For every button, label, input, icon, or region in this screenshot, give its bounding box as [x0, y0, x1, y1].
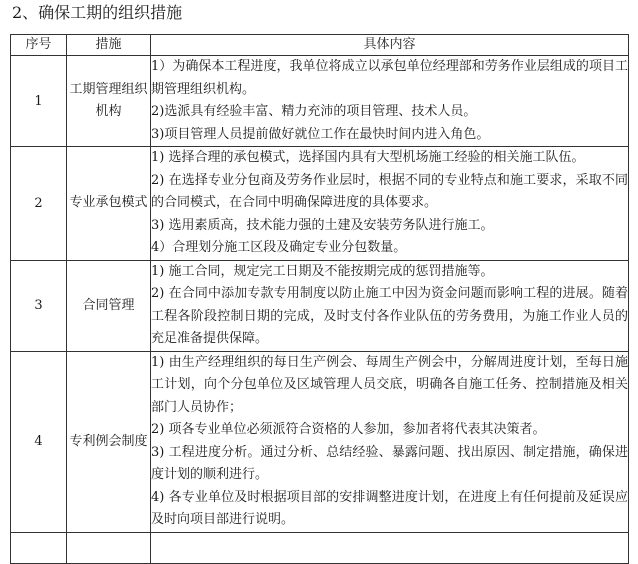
content-item: 1) 选择合理的承包模式，选择国内具有大型机场施工经验的相关施工队伍。 [151, 150, 585, 165]
content-item: 1）为确保本工程进度，我单位将成立以承包单位经理部和劳务作业层组成的项目工期管理组织机构。 [151, 59, 628, 97]
table-row [11, 260, 629, 351]
row-number: 2 [11, 147, 67, 261]
content-item: 2) 项各专业单位必须派符合资格的人参加，参加者将代表其决策者。 [151, 422, 546, 437]
row-content [151, 351, 629, 532]
content-item: 1) 由生产经理组织的每日生产例会、每周生产例会中，分解周进度计划，至每日施工计划，向个分包单位及区域管理人员交底，明确各自施工任务、控制措施及相关部门人员协作； [151, 354, 628, 415]
table-row-partial [11, 532, 629, 563]
measures-table [10, 34, 629, 564]
row-measure: 专业承包模式 [67, 147, 151, 261]
row-content [151, 147, 629, 261]
content-item: 3) 工程进度分析。通过分析、总结经验、暴露问题、找出原因、制定措施，确保进度计划的顺利进行。 [151, 444, 628, 482]
content-item: 1) 施工合同，规定完工日期及不能按期完成的惩罚措施等。 [151, 263, 494, 279]
content-item: 2) 在选择专业分包商及劳务作业层时，根据不同的专业特点和施工要求，采取不同的合同模式，在合同中明确保障进度的具体要求。 [151, 172, 628, 210]
row-measure: 专利例会制度 [67, 351, 151, 532]
content-item: 2) 在合同中添加专款专用制度以防止施工中因为资金问题而影响工程的进展。随着工程各阶段控制日期的完成，及时支付各作业队伍的劳务费用，为施工作业人员的充足准备提供保障。 [151, 286, 628, 346]
content-item: 3)项目管理人员提前做好就位工作在最快时间内进入角色。 [151, 126, 490, 142]
table-header-row [11, 35, 629, 56]
header-no: 序号 [11, 35, 67, 56]
row-measure: 合同管理 [67, 260, 151, 351]
header-content: 具体内容 [151, 35, 629, 56]
row-number: 4 [11, 351, 67, 532]
table-row [11, 147, 629, 261]
section-heading: 2、确保工期的组织措施 [12, 3, 183, 22]
content-item: 3) 选用素质高，技术能力强的土建及安装劳务队进行施工。 [151, 217, 494, 233]
row-number-empty [11, 532, 67, 563]
table-row [11, 351, 629, 532]
table-row [11, 56, 629, 147]
row-number: 1 [11, 56, 67, 147]
content-item: 4) 各专业单位及时根据项目部的安排调整进度计划，在进度上有任何提前及延误应及时向项目部进行说明。 [151, 489, 628, 527]
row-measure: 工期管理组织机构 [67, 56, 151, 147]
content-item: 4）合理划分施工区段及确定专业分包数量。 [151, 240, 407, 255]
row-content-empty [151, 532, 629, 563]
header-measure: 措施 [67, 35, 151, 56]
row-measure-empty [67, 532, 151, 563]
content-item: 2)选派具有经验丰富、精力充沛的项目管理、技术人员。 [151, 104, 477, 119]
row-number: 3 [11, 260, 67, 351]
row-content [151, 56, 629, 147]
row-content [151, 260, 629, 351]
